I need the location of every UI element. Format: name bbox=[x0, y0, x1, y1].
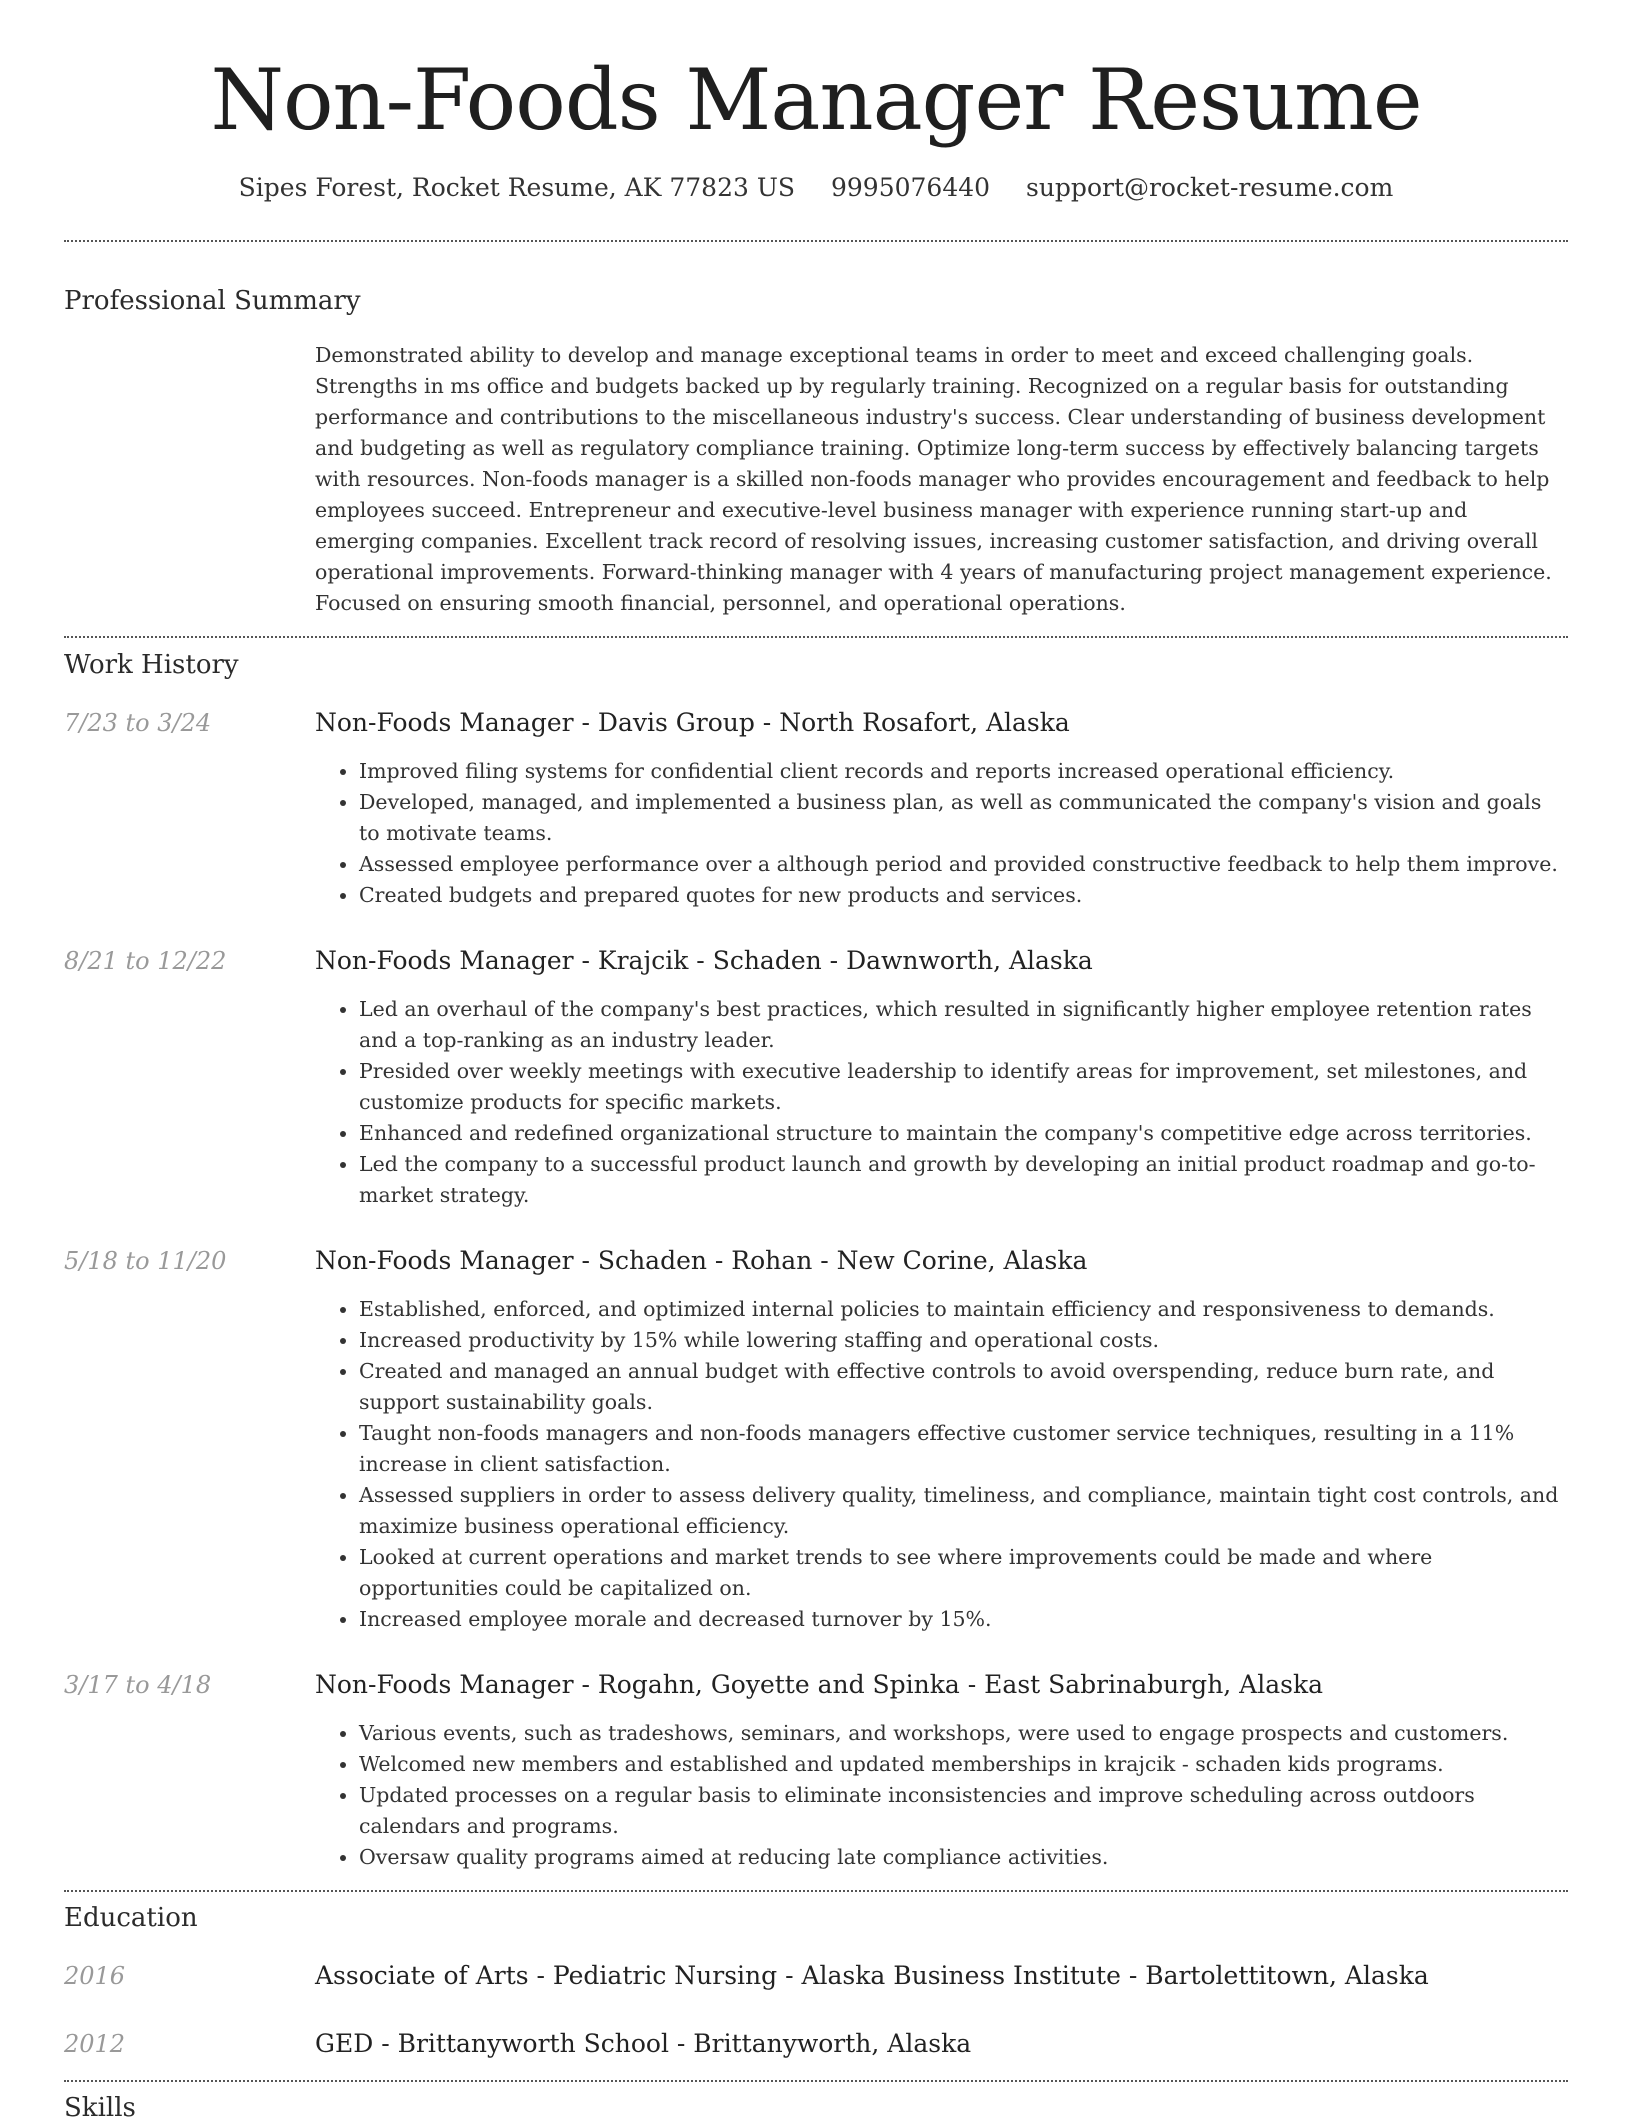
job-bullet: • Led the company to a successful product launch and growth by developing an initial product roadmap and go-to-market strategy. bbox=[359, 1149, 1568, 1211]
job-bullet: • Improved filing systems for confidential client records and reports increased operational efficiency. bbox=[359, 756, 1568, 787]
section-divider bbox=[64, 636, 1568, 638]
education-year: 2016 bbox=[64, 1962, 126, 1990]
contact-address: Sipes Forest, Rocket Resume, AK 77823 US bbox=[238, 173, 796, 202]
section-divider bbox=[64, 240, 1568, 242]
job-bullets bbox=[315, 1294, 1568, 1635]
job-bullet: • Developed, managed, and implemented a business plan, as well as communicated the company's vision and goals to motivate teams. bbox=[359, 787, 1568, 849]
education-title: GED - Brittanyworth School - Brittanyworth, Alaska bbox=[315, 2029, 972, 2058]
job-title: Non-Foods Manager - Rogahn, Goyette and Spinka - East Sabrinaburgh, Alaska bbox=[315, 1670, 1324, 1699]
job-title: Non-Foods Manager - Krajcik - Schaden - Dawnworth, Alaska bbox=[315, 946, 1093, 975]
job-bullet: • Various events, such as tradeshows, seminars, and workshops, were used to engage prospects and customers. bbox=[359, 1718, 1568, 1749]
education-heading: Education bbox=[64, 1903, 198, 1933]
section-divider bbox=[64, 1890, 1568, 1892]
job-dates: 5/18 to 11/20 bbox=[64, 1247, 227, 1275]
job-bullet: • Updated processes on a regular basis to eliminate inconsistencies and improve scheduling across outdoors calendars and programs. bbox=[359, 1780, 1568, 1842]
job-bullet: • Taught non-foods managers and non-foods managers effective customer service techniques, resulting in a 11% increase in client satisfaction. bbox=[359, 1418, 1568, 1480]
education-year: 2012 bbox=[64, 2030, 126, 2058]
resume-title: Non-Foods Manager Resume bbox=[210, 51, 1422, 149]
job-bullet: • Looked at current operations and market trends to see where improvements could be made and where opportunities could be capitalized on. bbox=[359, 1542, 1568, 1604]
contact-phone: 9995076440 bbox=[830, 173, 991, 202]
education-title: Associate of Arts - Pediatric Nursing - Alaska Business Institute - Bartolettitown, Alaska bbox=[315, 1961, 1429, 1990]
job-bullet: • Increased productivity by 15% while lowering staffing and operational costs. bbox=[359, 1325, 1568, 1356]
job-bullet: • Assessed employee performance over a although period and provided constructive feedback to help them improve. bbox=[359, 849, 1568, 880]
job-bullet: • Assessed suppliers in order to assess delivery quality, timeliness, and compliance, maintain tight cost controls, and maximize business operational efficiency. bbox=[359, 1480, 1568, 1542]
job-dates: 8/21 to 12/22 bbox=[64, 947, 227, 975]
job-bullet: • Oversaw quality programs aimed at reducing late compliance activities. bbox=[359, 1842, 1568, 1873]
summary-heading: Professional Summary bbox=[64, 286, 361, 316]
job-bullets bbox=[315, 994, 1568, 1211]
contact-email: support@rocket-resume.com bbox=[1026, 173, 1394, 202]
work-history-heading: Work History bbox=[64, 650, 239, 680]
job-bullet: • Established, enforced, and optimized internal policies to maintain efficiency and responsiveness to demands. bbox=[359, 1294, 1568, 1325]
job-bullets bbox=[315, 756, 1568, 911]
job-bullet: • Welcomed new members and established and updated memberships in krajcik - schaden kids programs. bbox=[359, 1749, 1568, 1780]
job-dates: 3/17 to 4/18 bbox=[64, 1671, 212, 1699]
contact-line bbox=[0, 168, 1632, 208]
skills-heading: Skills bbox=[64, 2093, 136, 2123]
job-bullets bbox=[315, 1718, 1568, 1873]
section-divider bbox=[64, 2080, 1568, 2082]
job-dates: 7/23 to 3/24 bbox=[64, 709, 212, 737]
job-bullet: • Increased employee morale and decreased turnover by 15%. bbox=[359, 1604, 1568, 1635]
job-bullet: • Created and managed an annual budget with effective controls to avoid overspending, reduce burn rate, and support sustainability goals. bbox=[359, 1356, 1568, 1418]
job-bullet: • Presided over weekly meetings with executive leadership to identify areas for improvement, set milestones, and customize products for specific markets. bbox=[359, 1056, 1568, 1118]
job-title: Non-Foods Manager - Davis Group - North Rosafort, Alaska bbox=[315, 708, 1070, 737]
summary-text: Demonstrated ability to develop and manage exceptional teams in order to meet and exceed challenging goals. Strengths in ms office and budgets backed up by regularly training. Recognized on a regular basis for outstanding performance and contributions to the miscellaneous industry's success. Clear understanding of business development and budgeting as well as regulatory compliance training. Optimize long-term success by effectively balancing targets with resources. Non-foods manager is a skilled non-foods manager who provides encouragement and feedback to help employees succeed. Entrepreneur and executive-level business manager with experience running start-up and emerging companies. Excellent track record of resolving issues, increasing customer satisfaction, and driving overall operational improvements. Forward-thinking manager with 4 years of manufacturing project management experience. Focused on ensuring smooth financial, personnel, and operational operations. bbox=[315, 343, 1552, 615]
job-bullet: • Created budgets and prepared quotes for new products and services. bbox=[359, 880, 1568, 911]
job-bullet: • Led an overhaul of the company's best practices, which resulted in significantly higher employee retention rates and a top-ranking as an industry leader. bbox=[359, 994, 1568, 1056]
job-bullet: • Enhanced and redefined organizational structure to maintain the company's competitive edge across territories. bbox=[359, 1118, 1568, 1149]
job-title: Non-Foods Manager - Schaden - Rohan - New Corine, Alaska bbox=[315, 1246, 1088, 1275]
